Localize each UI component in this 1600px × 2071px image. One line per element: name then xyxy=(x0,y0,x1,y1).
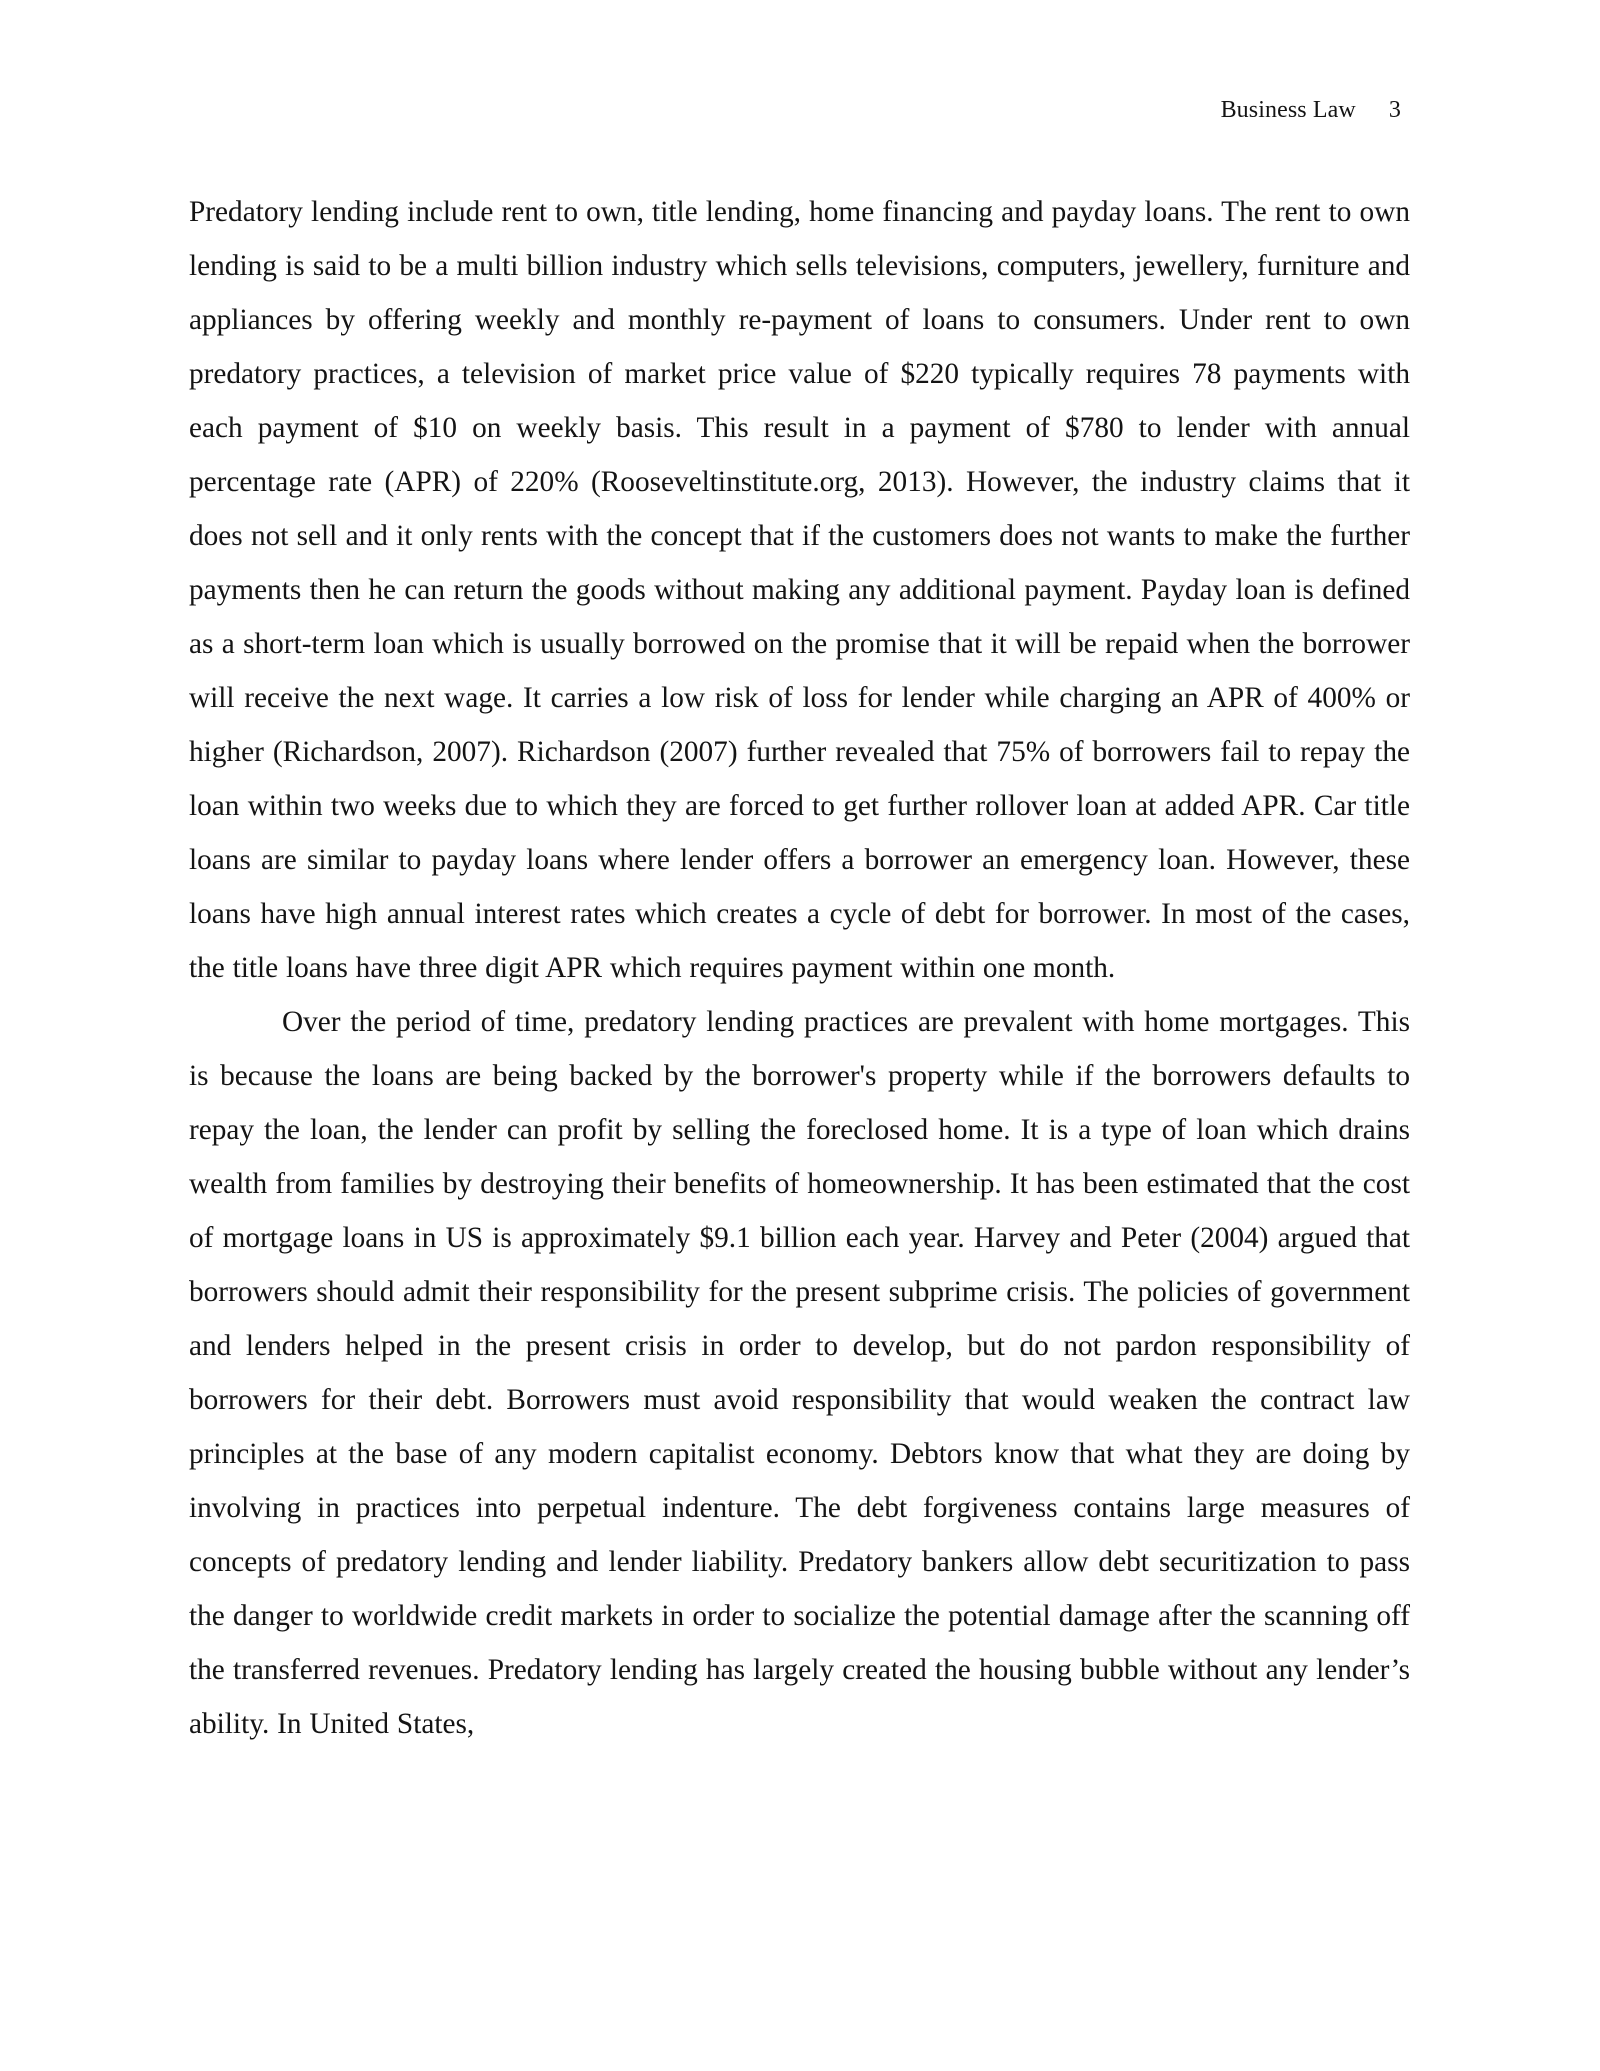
document-body xyxy=(189,185,1410,1751)
page-number: 3 xyxy=(1388,97,1401,123)
running-header xyxy=(1221,94,1401,126)
paragraph-rent-to-own-payday-title-loans: Predatory lending include rent to own, title lending, home financing and payday loans. The rent to own lending is said to be a multi billion industry which sells televisions, computers, jewellery, furniture and appliances by offering weekly and monthly re-payment of loans to consumers. Under rent to own predatory practices, a television of market price value of $220 typically requires 78 payments with each payment of $10 on weekly basis. This result in a payment of $780 to lender with annual percentage rate (APR) of 220% (Rooseveltinstitute.org, 2013). However, the industry claims that it does not sell and it only rents with the concept that if the customers does not wants to make the further payments then he can return the goods without making any additional payment. Payday loan is defined as a short-term loan which is usually borrowed on the promise that it will be repaid when the borrower will receive the next wage. It carries a low risk of loss for lender while charging an APR of 400% or higher (Richardson, 2007). Richardson (2007) further revealed that 75% of borrowers fail to repay the loan within two weeks due to which they are forced to get further rollover loan at added APR. Car title loans are similar to payday loans where lender offers a borrower an emergency loan. However, these loans have high annual interest rates which creates a cycle of debt for borrower. In most of the cases, the title loans have three digit APR which requires payment within one month. xyxy=(189,196,1410,984)
paragraph-home-mortgages: Over the period of time, predatory lending practices are prevalent with home mortgages. This is because the loans are being backed by the borrower's property while if the borrowers defaults to repay the loan, the lender can profit by selling the foreclosed home. It is a type of loan which drains wealth from families by destroying their benefits of homeownership. It has been estimated that the cost of mortgage loans in US is approximately $9.1 billion each year. Harvey and Peter (2004) argued that borrowers should admit their responsibility for the present subprime crisis. The policies of government and lenders helped in the present crisis in order to develop, but do not pardon responsibility of borrowers for their debt. Borrowers must avoid responsibility that would weaken the contract law principles at the base of any modern capitalist economy. Debtors know that what they are doing by involving in practices into perpetual indenture. The debt forgiveness contains large measures of concepts of predatory lending and lender liability. Predatory bankers allow debt securitization to pass the danger to worldwide credit markets in order to socialize the potential damage after the scanning off the transferred revenues. Predatory lending has largely created the housing bubble without any lender’s ability. In United States, xyxy=(189,1006,1410,1740)
running-title: Business Law xyxy=(1220,97,1356,123)
